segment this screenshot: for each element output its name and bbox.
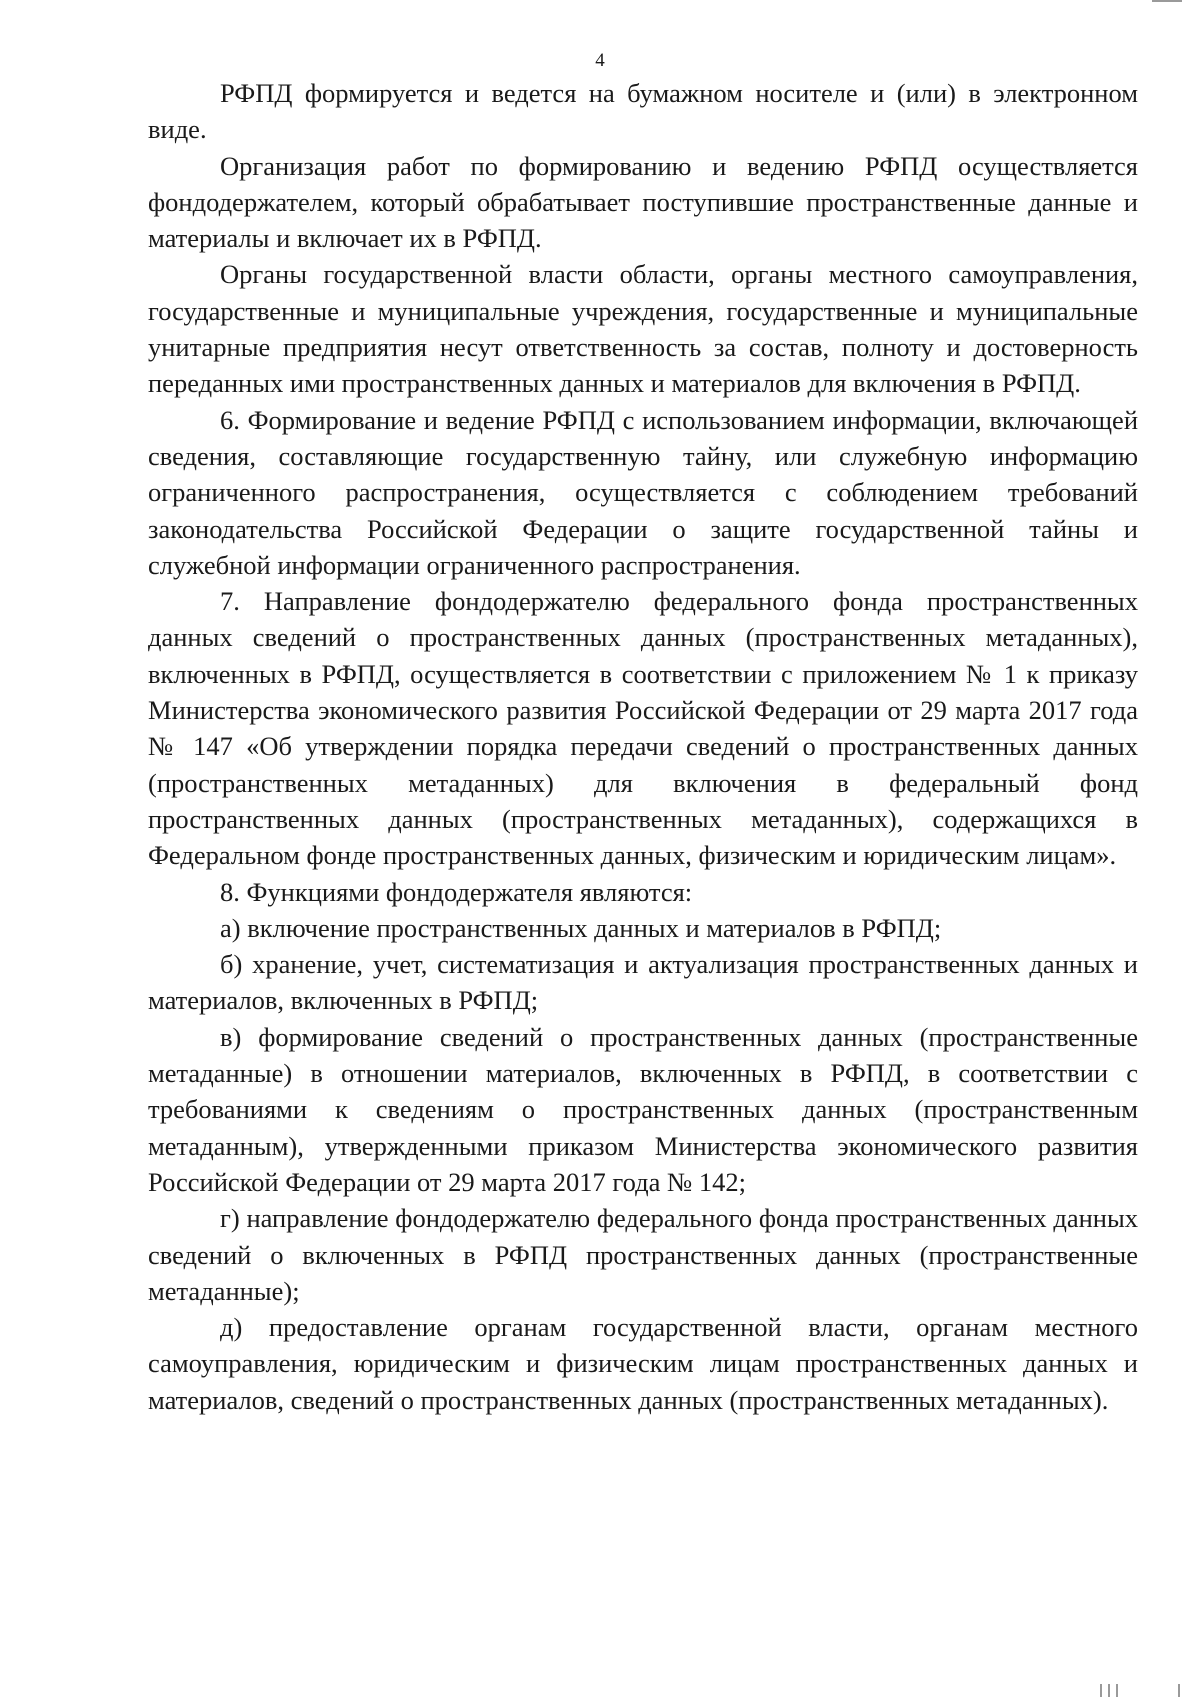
document-body [148,75,1138,1418]
scan-artifact-bottom-3 [1116,1684,1118,1697]
list-item-d: д) предоставление органам государственной власти, органам местного самоуправления, юридическим и физическим лицам пространственных данных и материалов, сведений о пространственных данных (пространственных метаданных). [148,1312,1138,1415]
list-item-b: б) хранение, учет, систематизация и актуализация пространственных данных и материалов, включенных в РФПД; [148,949,1138,1016]
scan-artifact-bottom-4 [1178,1684,1180,1697]
page-number: 4 [595,50,605,71]
list-item-v: в) формирование сведений о пространственных данных (пространственные метаданные) в отношении материалов, включенных в РФПД, в соответствии с требованиями к сведениям о пространственных данных (пространственным метаданным), утвержденными приказом Министерства экономического развития Российской Федерации от 29 марта 2017 года № 142; [148,1021,1138,1197]
paragraph-item-6: 6. Формирование и ведение РФПД с использованием информации, включающей сведения, составляющие государственную тайну, или служебную информацию ограниченного распространения, осуществляется с соблюдением требований законодательства Российской Федерации о защите государственной тайны и служебной информации ограниченного распространения. [148,404,1138,580]
paragraph-item-7: 7. Направление фондодержателю федерального фонда пространственных данных сведений о пространственных данных (пространственных метаданных), включенных в РФПД, осуществляется в соответствии с приложением № 1 к приказу Министерства экономического развития Российской Федерации от 29 марта 2017 года № 147 «Об утверждении порядка передачи сведений о пространственных данных (пространственных метаданных) для включения в федеральный фонд пространственных данных (пространственных метаданных), содержащихся в Федеральном фонде пространственных данных, физическим и юридическим лицам». [148,586,1138,871]
paragraph-organization: Организация работ по формированию и ведению РФПД осуществляется фондодержателем, который обрабатывает поступившие пространственные данные и материалы и включает их в РФПД. [148,150,1138,254]
paragraph-item-8: 8. Функциями фондодержателя являются: [220,876,693,907]
scan-artifact-top-right [1152,0,1182,2]
scan-artifact-bottom-1 [1100,1684,1102,1697]
paragraph-rfpd-format: РФПД формируется и ведется на бумажном носителе и (или) в электронном виде. [148,78,1138,145]
paragraph-responsibility: Органы государственной власти области, органы местного самоуправления, государственные и муниципальные учреждения, государственные и муниципальные унитарные предприятия несут ответственность за состав, полноту и достоверность переданных ими пространственных данных и материалов для включения в РФПД. [148,259,1138,399]
list-item-a: а) включение пространственных данных и материалов в РФПД; [220,912,942,943]
list-item-g: г) направление фондодержателю федерального фонда пространственных данных сведений о включенных в РФПД пространственных данных (пространственные метаданные); [148,1203,1138,1306]
scan-artifact-bottom-2 [1108,1684,1110,1697]
